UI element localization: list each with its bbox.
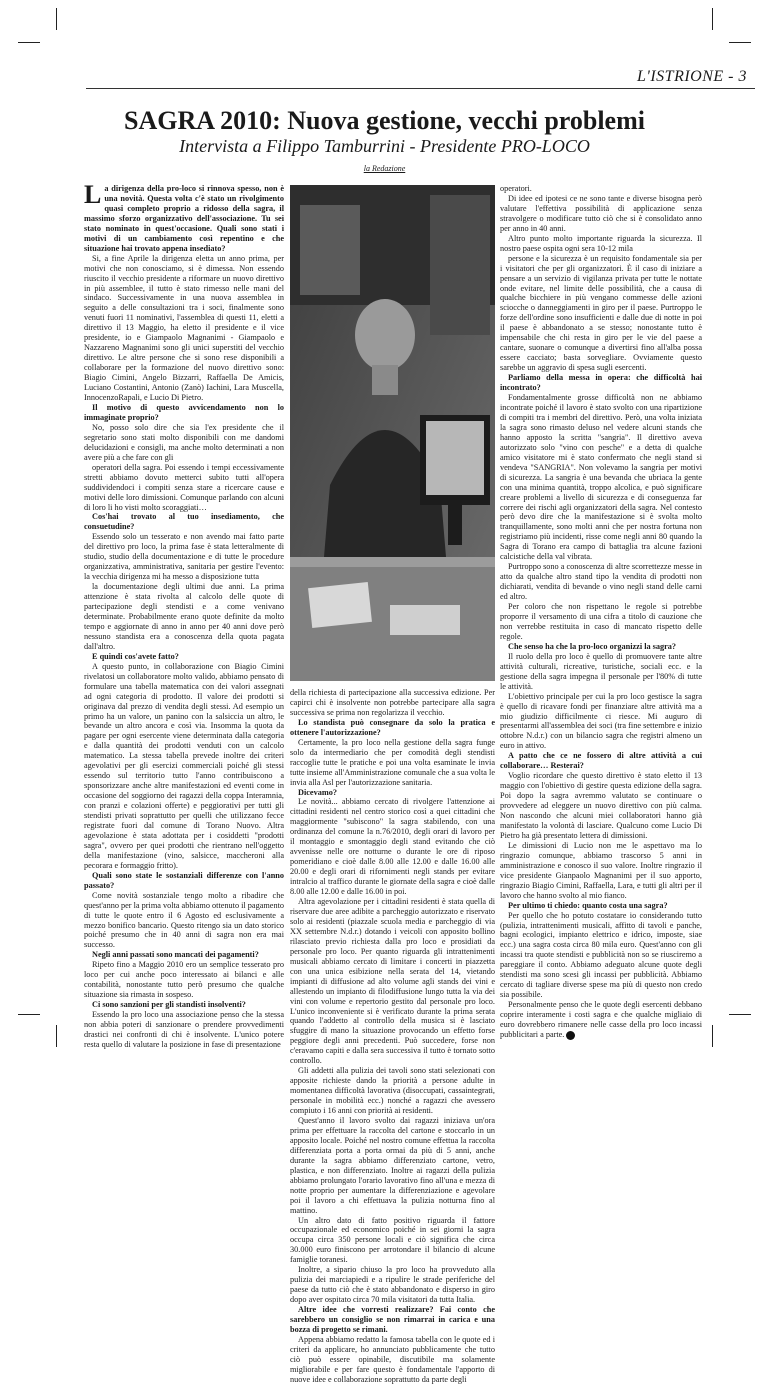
- interview-answer: la documentazione degli ultimi due anni. La prima attenzione è stata rivolta al calcolo delle quote di partecipazione degli stendisti e a come venivano determinate. Probabilmente erano quote definite da molto tempo e aggiornate di anno in anno per 40 anni dove però nessuno standista era a conoscenza della quota pagata dall'altro.: [84, 582, 284, 651]
- drop-cap: L: [84, 180, 102, 209]
- end-of-article-icon: [566, 1031, 575, 1040]
- crop-mark: [56, 8, 57, 30]
- interview-answer: Il ruolo della pro loco è quello di promuovere tante altre attività culturali, ricreative, turistiche, sociali ecc. e la gestione della sagra impegna il personale per l'80% di tutte le attività.: [500, 651, 702, 691]
- interview-answer: Quest'anno il lavoro svolto dai ragazzi iniziava un'ora prima per effettuare la raccolta del cartone e stoccarlo in un apposito locale. Poiché nel nostro comune effettua la raccolta differenziata porta a porta ormai da più di 5 anni, anche durante la sagra abbiamo differenziato cartone, vetro, plastica, e non differenziato. Inoltre ai ragazzi della pulizia abbiamo prolungato l'orario lavorativo fino all'una e mezza di notte proprio per aumentare la differenziazione e agevolare poi il lavoro a chi effettuava la pulizia notturna fino al mattino.: [290, 1115, 495, 1215]
- interview-answer: No, posso solo dire che sia l'ex presidente che il segretario sono stati molto disponibili con me dandomi delucidazioni e consigli, ma anche molto determinati a non avere più a che fare con gli: [84, 422, 284, 462]
- interview-answer: Per coloro che non rispettano le regole si potrebbe proporre il versamento di una cifra a titolo di cauzione che non verrebbe restituita in caso di mancato rispetto delle regole.: [500, 602, 702, 641]
- interview-question: Dicevamo?: [298, 787, 337, 797]
- interview-answer: operatori.: [500, 184, 532, 193]
- interview-question: Ci sono sanzioni per gli standisti insolventi?: [92, 1000, 246, 1010]
- interview-question: Che senso ha che la pro-loco organizzi la sagra?: [508, 641, 677, 651]
- crop-mark: [18, 42, 40, 43]
- interview-answer: Certamente, la pro loco nella gestione della sagra funge solo da intermediario che per comodità degli stendisti raccoglie tutte le pratiche e poi una volta esaminate le invia tutte insieme all'Amministrazione comunale che a sua volta le invia alla Asl per l'autorizzazione sanitaria.: [290, 737, 495, 787]
- interview-answer: Per quello che ho potuto costatare io considerando tutto (pulizia, intrattenimenti musicali, affitto di tavoli e panche, bagni ecologici, impianto elettrico e idrico, imposte, siae ecc.) una sagra costa circa 80 mila euro. Quest'anno con gli incassi tra quote stendisti e pubblicità non so se riusciremo a pareggiare il conto. Abbiamo adeguato alcune quote degli stendisti ma sono scesi gli incassi per pubblicità. Abbiamo cercato di tagliare diverse spese ma più di questo non credo sia possibile.: [500, 910, 702, 1000]
- interview-answer: Altro punto molto importante riguarda la sicurezza. Il nostro paese ospita ogni sera 10-12 mila: [500, 233, 702, 253]
- interview-answer: A questo punto, in collaborazione con Biagio Cimini rivelatosi un collaboratore molto valido, abbiamo pensato di formulare una tabella matematica con dei valori assegnati ad ogni categoria di prodotto. Il valore dei prodotti si originava dal prezzo di vendita degli stessi. Ad esempio un primo ha un valore, un panino con la salsiccia un altro, le bevande un altro ancora e così via. Insomma la quota da pagare per ogni esercente viene determinata dalla categoria e dalla quantità dei prodotti venduti con un calcolo matematico. La stessa tabella prevede inoltre dei criteri agevolativi per gli esercizi commerciali poiché gli stessi essendo sul territorio tutto l'anno contribuiscono a sponsorizzare anche altre manifestazioni ed eventi come in occasione del soggiorno dei ragazzi della coppa Interamnia, con pranzi e colazioni offerte) e peggiorativi per tutti gli stendisti privati soprattutto per quelli che utilizzano fecce registrate fuori dal comune di Torano Nuovo. Altra agevolazione è stata adottata per i cosiddetti "prodotti sagra", ovvero per quei prodotti che rientrano nell'oggetto della manifestazione (vino, salsicce, maccheroni alla pecorara e formaggio fritto).: [84, 661, 284, 870]
- interview-answer: Fondamentalmente grosse difficoltà non ne abbiamo incontrate poiché il lavoro è stato svolto con una ripartizione di compiti tra i membri del direttivo. Però, una volta iniziata la sagra sono rimasto deluso nel vedere alcuni stands che hanno apposto la scritta "sangria". Il direttivo aveva autorizzato solo "vino con pesche" e a detta di qualche amico visitatore mi è stato confermato che negli stand si vendeva "SANGRIA". Non volevamo la sangria per motivi di sicurezza. La sangria è una bevanda che ubriaca la gente con una minima quantità, troppo alcolica, e può significare creare problemi a livello di sicurezza e di conseguenza far correre dei rischi agli organizzatori della sagra. Nel contesto però devo dire che la manifestazione si è svolta molto tranquillamente, sono molti anni che per nostra fortuna non registriamo più incidenti, risse come negli anni 80 quando la Sagra di Torano era campo di battaglia tra alcune fazioni calcistiche della val vibrata.: [500, 393, 702, 562]
- crop-mark: [729, 42, 751, 43]
- crop-mark: [712, 8, 713, 30]
- text-column-2: [290, 688, 495, 1384]
- interview-answer: Gli addetti alla pulizia dei tavoli sono stati selezionati con apposite richieste dando la priorità a persone adulte in momentanea difficoltà lavorativa (disoccupati, cassaintegrati, personale in mobilità ecc.) nonché a ragazzi che avessero compiuto i 16 anni con priorità ai residenti.: [290, 1066, 495, 1116]
- interview-question: Parliamo della messa in opera: che difficoltà hai incontrato?: [500, 373, 702, 393]
- interview-answer: Le novità... abbiamo cercato di rivolgere l'attenzione ai cittadini residenti nel centro storico così a quei cittadini che maggiormente "subiscono" la sagra stabilendo, con una ordinanza del comune la n.76/2010, degli orari di lavoro per il montaggio e smontaggio degli stand evitando che ciò avvenisse nelle ore notturne o durante le ore di riposo pomeridiano e cioè dalle 8.00 alle 12.00 e dalle 16.00 alle 20.00 e degli orari di rifornimenti negli stands per evitare intralcio al traffico durante le giornate della sagra e cioè dalle 8.00 alle 12.00 e dalle 16.00 in poi.: [290, 797, 495, 897]
- interview-question: Negli anni passati sono mancati dei pagamenti?: [92, 950, 259, 960]
- crop-mark: [18, 1014, 40, 1015]
- interview-answer: Come novità sostanziale tengo molto a ribadire che quest'anno per la prima volta abbiamo ottenuto il pagamento di tutte le quote entro il 6 Agosto ed esclusivamente a mezzo bonifico bancario. Questo ritengo sia un dato storico poiché presumo che in 40 anni di sagra non era mai successo.: [84, 890, 284, 950]
- interview-answer: Appena abbiamo redatto la famosa tabella con le quote ed i criteri da applicare, ho annunciato pubblicamente che tutto ciò può essere opinabile, discutibile ma solamente migliorabile e per fare questo è fondamentale l'apporto di nuove idee e collaborazione soprattutto da parte degli: [290, 1334, 495, 1384]
- interview-answer: Ripeto fino a Maggio 2010 ero un semplice tesserato pro loco per cui anche poco interessato ai bilanci e alle contabilità, nonostante tutto però presumo che qualche situazione sia rimasta in sospeso.: [84, 960, 284, 1000]
- interview-answer: persone e la sicurezza è un requisito fondamentale sia per i visitatori che per gli organizzatori. È il caso di iniziare a pensare a un servizio di vigilanza privata per tutte le nottate onde evitare, nel limite delle possibilità, che a causa di qualche bicchiere in più vengano commesse delle azioni sciocche o danneggiamenti in giro per il paese. Purtroppo le forze dell'ordine sono insufficienti e dalle due di notte in poi il paese è abbandonato a se stesso; nonostante tutto è impensabile che chi resta in giro per le vie del paese a cantare, suonare o comunque a divertirsi fino all'alba possa essere cacciato; basta sorvegliare. Ovviamente questo sarebbe un aggravio di spesa sugli esercenti.: [500, 253, 702, 373]
- interview-answer: Voglio ricordare che questo direttivo è stato eletto il 13 maggio con l'obiettivo di gestire questa edizione della sagra. Poi dopo la sagra avremmo valutato se continuare o provvedere ad eleggere un nuovo direttivo con più calma. Non nascondo che alcuni miei collaboratori hanno già manifestato la volontà di lasciare. Qualcuno come Lucio Di Pietro ha già presentato lettera di dimissioni.: [500, 771, 702, 840]
- header-rule: [86, 88, 755, 89]
- article-subtitle: Intervista a Filippo Tamburrini - Presidente PRO-LOCO: [179, 136, 590, 156]
- interview-photo: [290, 185, 495, 681]
- interview-answer: L'obiettivo principale per cui la pro loco gestisce la sagra è quello di ricavare fondi per finanziare altre attività ma a mio giudizio difficilmente ci riesce. Mi auguro di presentarmi all'assemblea dei soci (tra fine settembre e inizio ottobre N.d.r.) con un bilancio sagra che registri almeno un euro in attivo.: [500, 691, 702, 751]
- interview-question: Il motivo di questo avvicendamento non lo immaginate proprio?: [84, 402, 284, 422]
- interview-question: Altre idee che vorresti realizzare? Fai conto che sarebbero un consiglio se non rimarrai in carica e una bozza di progetto se rimani.: [290, 1305, 495, 1334]
- interview-question: La dirigenza della pro-loco si rinnova spesso, non è una novità. Questa volta c'è stato un rivolgimento quasi completo proprio a ridosso della sagra, il massimo sforzo organizzativo dell'associazione. Tu sei stato nominato in quest'occasione. Quali sono stati i motivi di un cambiamento così repentino e che situazione hai trovato appena insediato?: [84, 180, 284, 253]
- interview-answer: Le dimissioni di Lucio non me le aspettavo ma lo ringrazio comunque, abbiamo trascorso 5 anni in amministrazione e conosco il suo valore. Inoltre ringrazio il vice presidente Gianpaolo Magnanimi per il suo apporto, ringrazio Biagio Cimini, Raffaella, Lara, e tutti gli altri per il lavoro che hanno svolto al mio fianco.: [500, 840, 702, 900]
- interview-answer: della richiesta di partecipazione alla successiva edizione. Per capirci chi è insolvente non potrebbe partecipare alla sagra successiva se prima non regolarizza il vecchio.: [290, 688, 495, 717]
- interview-question: E quindi cos'avete fatto?: [92, 651, 179, 661]
- interview-answer: Purtroppo sono a conoscenza di altre scorrettezze messe in atto da qualche altro stand tipo la vendita di prodotti non dichiarati, vendita di bevande o vino negli stand delle carni ed altro.: [500, 562, 702, 602]
- crop-mark: [56, 1025, 57, 1047]
- interview-question: Quali sono state le sostanziali differenze con l'anno passato?: [84, 870, 284, 890]
- text-column-1: [84, 180, 284, 1049]
- interview-answer: Si, a fine Aprile la dirigenza eletta un anno prima, per motivi che non conosciamo, si è dimessa. Non essendo riuscito il vecchio presidente a riformare un nuovo direttivo in più assemblee, il tutto è stato rimesso nelle mani del sindaco. Successivamente in una nuova assemblea in seguito a delle consultazioni tra i soci, finalmente sono venuti fuori 11 nominativi, l'assemblea di questi 11, eletti a direttivo il 13 Maggio, ha eletto il presidente e il vice presidente, io e Giampaolo Magnanimi - Giampaolo e Nazzareno Magnanimi sono gli unici superstiti del vecchio direttivo. Le altre persone che si sono rese disponibili a collaborare per la formazione del nuovo direttivo sono: Biagio Cimini, Angelo Bizzarri, Raffaella De Amicis, Luciano Costantini, Antonio (Zanò) Iachini, Lara Muscella, InnocenzoRapali, e Lucio Di Pietro.: [84, 253, 284, 403]
- interview-answer: Altra agevolazione per i cittadini residenti è stata quella di riservare due aree adibite a parcheggio autorizzato e riservato solo ai residenti (piazzale scuola media e parcheggio di via XX settembre N.d.r.) dotando i veicoli con apposito bollino rilasciato previo richiesta dalla pro loco e prosidiati da personale pro loco. Per quanto riguarda gli intrattenimenti musicali abbiamo cercato di limitare i concerti in piazzetta con una unica esibizione nella serata del 14, vietando impianti di diffusione ad alto volume agli stands dei vini e allestendo un impianto di filodiffusione lungo tutta la via dei vini con volume e repertorio gestito dal personale pro loco. L'unico inconveniente si è verificato durante la prima serata quando l'addetto al controllo della musica si è lasciato sfuggire di mano la situazione provocando un effetto forse peggiore degli anni precedenti. Può succedere, forse non c'eravamo capiti e dalla sera successiva il tutto è tornato sotto controllo.: [290, 897, 495, 1066]
- interview-answer: operatori della sagra. Poi essendo i tempi eccessivamente stretti abbiamo dovuto metterci subito tutti all'opera suddividendoci i compiti senza stare a ricercare cause e motivi delle loro dimissioni. Comunque parlando con alcuni di loro li ho visti molto scoraggiati…: [84, 462, 284, 512]
- interview-question: Per ultimo ti chiedo: quanto costa una sagra?: [508, 900, 668, 910]
- interview-answer: Di idee ed ipotesi ce ne sono tante e diverse bisogna però valutare l'effettiva possibilità di applicazione senza stravolgere o modificare tutto ciò che si è consolidato anno per anno in 40 anni.: [500, 193, 702, 233]
- interview-question: Lo standista può consegnare da solo la pratica e ottenere l'autorizzazione?: [290, 717, 495, 737]
- byline: la Redazione: [363, 164, 406, 173]
- article-title: SAGRA 2010: Nuova gestione, vecchi problemi: [124, 106, 645, 135]
- interview-answer: Essendo solo un tesserato e non avendo mai fatto parte del direttivo pro loco, la prima fase è stata letteralmente di studio, studio della documentazione e di tutte le procedure organizzativa, amministrativa, sanitaria per gestire l'evento: la vecchia dirigenza mi ha messo a disposizione tutta: [84, 532, 284, 582]
- interview-answer: Essendo la pro loco una associazione penso che la stessa non abbia poteri di sanzionare o prendere provvedimenti drastici nei confronti di chi è insolvente. L'unico potere resta quello di valutare la posizione in fase di presentazione: [84, 1010, 284, 1049]
- interview-question: Cos'hai trovato al tuo insediamento, che consuetudine?: [84, 512, 284, 532]
- crop-mark: [712, 1025, 713, 1047]
- interview-answer: Inoltre, a sipario chiuso la pro loco ha provveduto alla pulizia dei marciapiedi e a ripulire le strade periferiche del paese da tutto ciò che è stato abbandonato e disperso in giro dopo aver ospitato circa 70 mila visitatori da tutta Italia.: [290, 1265, 495, 1305]
- photo-illustration: [290, 185, 495, 681]
- interview-answer: Un altro dato di fatto positivo riguarda il fattore occupazionale ed economico poiché in sei giorni la sagra occupa circa 350 persone locali e ciò significa che circa 30.000 euro finiscono per arrotondare il bilancio di alcune famiglie toranesi.: [290, 1215, 495, 1265]
- text-column-3: [500, 184, 702, 1044]
- crop-mark: [729, 1014, 751, 1015]
- interview-answer: Personalmente penso che le quote degli esercenti debbano coprire interamente i costi sagra e che qualche migliaio di euro dovrebbero rimanere nelle casse della pro loco incassi pubblicitari a parte.: [500, 1000, 702, 1040]
- interview-question: A patto che ce ne fossero di altre attività a cui collaborare… Resterai?: [500, 751, 702, 771]
- running-head: L'ISTRIONE - 3: [637, 68, 747, 85]
